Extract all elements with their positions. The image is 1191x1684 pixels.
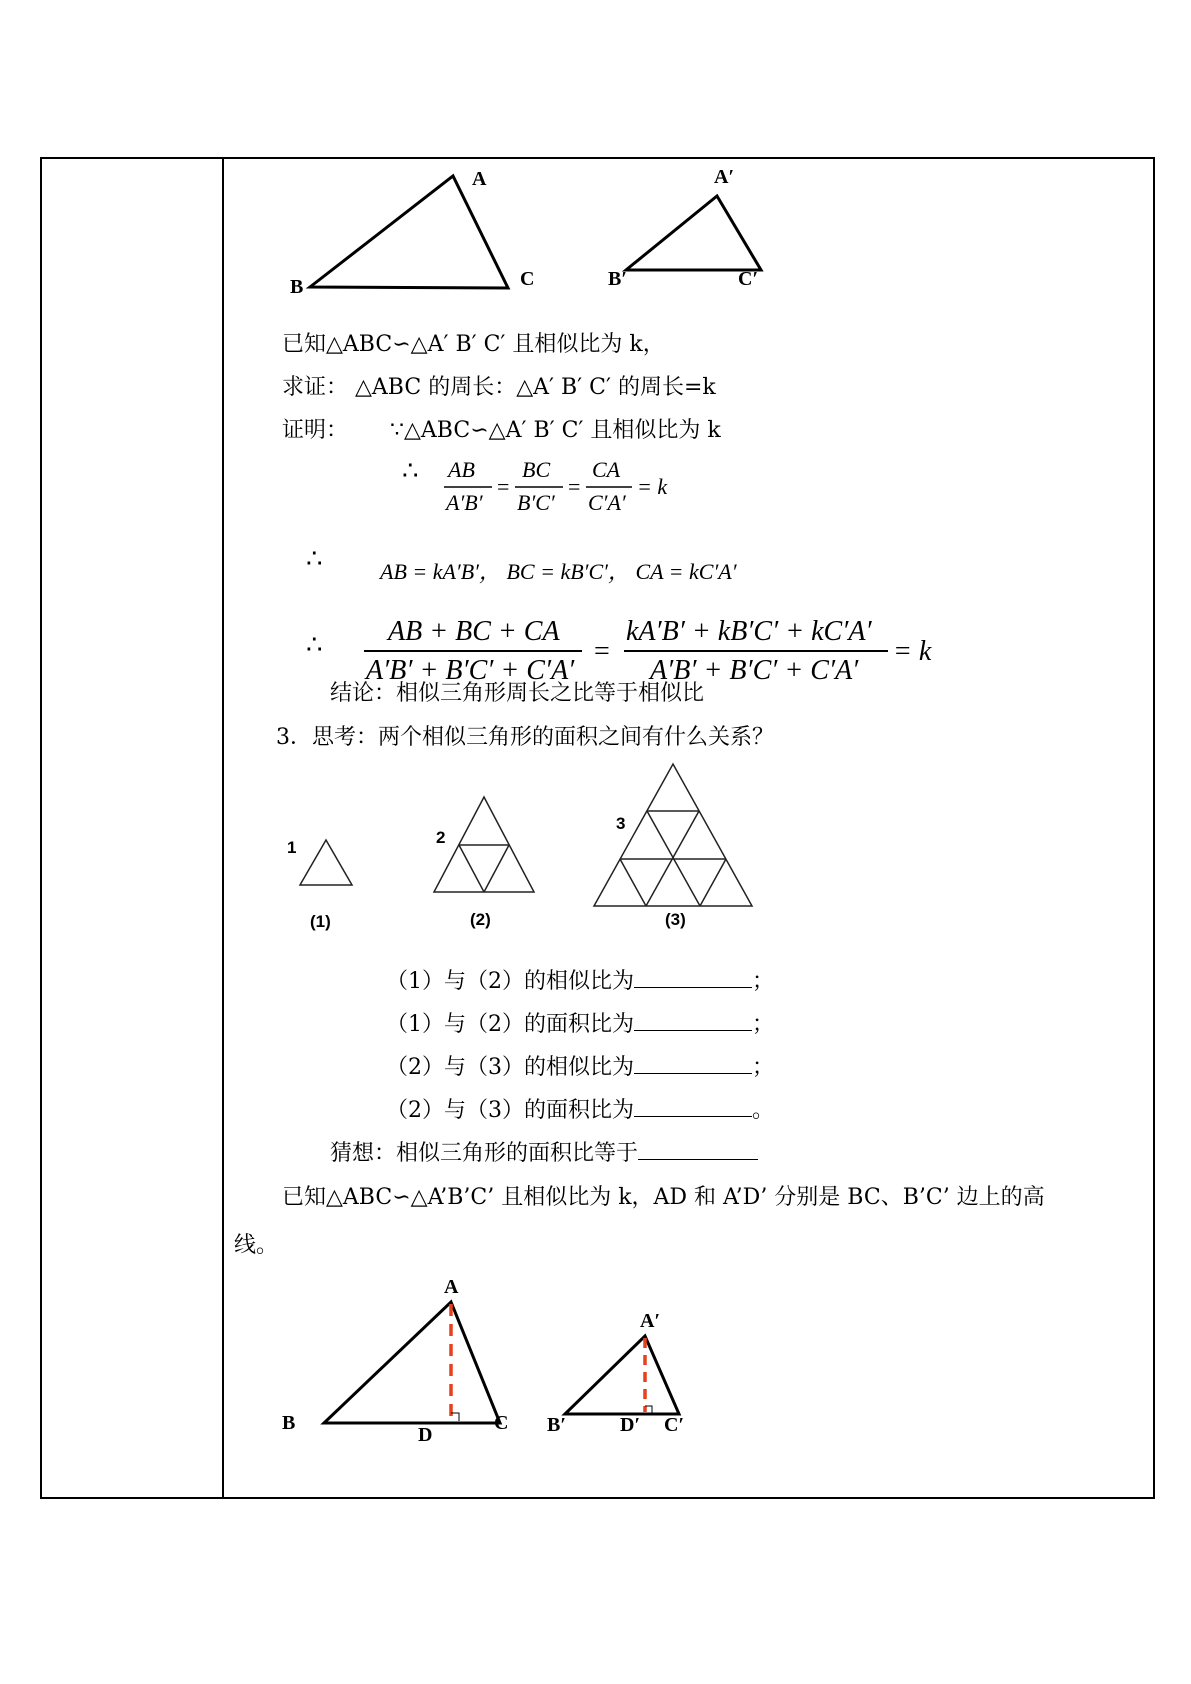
vertex-label-b-prime: B′: [608, 268, 627, 290]
blank-line-3: （2）与（3）的相似比为 ；: [386, 1055, 775, 1080]
therefore-3: ∴: [306, 630, 323, 660]
given2-line1: 已知△ABC∽△A’B’C’ 且相似比为 k，AD 和 A’D’ 分别是 BC、B’C’ 边上的高: [282, 1185, 1045, 1210]
f3-den2: A′B′ + B′C′ + C′A′: [650, 655, 859, 686]
fig-caption-1: (1): [310, 912, 331, 931]
vertex-label-d-bottom: D: [418, 1424, 433, 1446]
prove-line: 求证： △ABC 的周长：△A′ B′ C′ 的周长=k: [282, 375, 716, 400]
f1-num1: AB: [448, 457, 475, 482]
fig-caption-3: (3): [665, 910, 686, 929]
f1-num2: BC: [522, 457, 551, 482]
vertex-label-b-prime-bottom: B′: [547, 1414, 566, 1436]
vertex-label-a: A: [472, 168, 487, 190]
fig-caption-2: (2): [470, 910, 491, 929]
f1-num3: CA: [592, 457, 621, 482]
f1-eq1: =: [497, 474, 510, 499]
fig-number-3: 3: [616, 814, 626, 833]
vertex-label-b-bottom: B: [282, 1412, 296, 1434]
f1-den2: B′C′: [517, 490, 555, 515]
blank-line-2: （1）与（2）的面积比为 ；: [386, 1012, 775, 1037]
f3-den1: A′B′ + B′C′ + C′A′: [366, 655, 575, 686]
vertex-label-d-prime-bottom: D′: [620, 1414, 641, 1436]
therefore-1: ∴: [402, 456, 419, 486]
question-3: 3．思考：两个相似三角形的面积之间有什么关系？: [276, 725, 774, 750]
f3-eq: =: [594, 636, 610, 667]
vertex-label-c-prime: C′: [738, 268, 759, 290]
blank-line-4: （2）与（3）的面积比为 。: [386, 1098, 775, 1123]
conclusion-line: 结论：相似三角形周长之比等于相似比: [330, 681, 705, 706]
f3-rhs: = k: [893, 636, 932, 667]
given2-line2: 线。: [234, 1233, 279, 1258]
vertex-label-a-bottom: A: [444, 1276, 459, 1298]
triangle-abc-bottom: [324, 1302, 500, 1423]
f1-eq2: =: [568, 474, 581, 499]
blank-line-1: （1）与（2）的相似比为 ；: [386, 969, 775, 994]
f1-den1: A′B′: [446, 490, 483, 515]
f1-den3: C′A′: [588, 490, 626, 515]
f3-num2: kA′B′ + kB′C′ + kC′A′: [626, 616, 872, 647]
vertex-label-a-prime: A′: [714, 166, 735, 188]
vertex-label-c-prime-bottom: C′: [664, 1414, 685, 1436]
vertex-label-c: C: [520, 268, 535, 290]
f3-num1: AB + BC + CA: [388, 616, 560, 647]
proof-text: ∵△ABC∽△A′ B′ C′ 且相似比为 k: [390, 418, 721, 443]
f1-rhs: = k: [637, 474, 668, 499]
fig-number-2: 2: [436, 828, 446, 847]
vertex-label-a-prime-bottom: A′: [640, 1310, 661, 1332]
f2-line: AB = kA′B′， BC = kB′C′， CA = kC′A′: [380, 559, 737, 584]
vertex-label-b: B: [290, 276, 304, 298]
vertex-label-c-bottom: C: [494, 1412, 509, 1434]
given-line: 已知△ABC∽△A′ B′ C′ 且相似比为 k，: [282, 332, 665, 357]
guess-line: 猜想：相似三角形的面积比等于: [330, 1136, 758, 1167]
triangle-a1b1c1-bottom: [565, 1336, 679, 1414]
therefore-2: ∴: [306, 544, 323, 574]
fig-number-1: 1: [287, 838, 297, 857]
proof-label: 证明：: [282, 418, 349, 443]
